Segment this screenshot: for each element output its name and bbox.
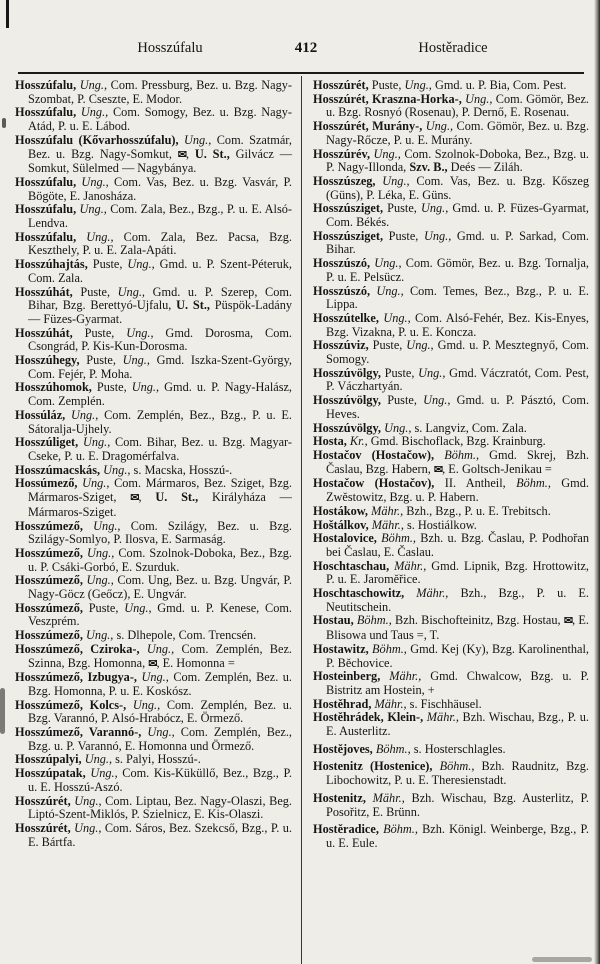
entry-country-abbrev: Mähr.,	[368, 503, 404, 518]
entry-country-abbrev: Böhm.,	[376, 531, 417, 546]
entry-text: s. Langviz, Com. Zala.	[411, 420, 527, 435]
gazetteer-entry	[15, 203, 292, 230]
entry-country-abbrev: Böhm.,	[505, 476, 551, 491]
entry-name: Hosszúsziget,	[313, 201, 384, 216]
entry-name: Hosszúhát,	[15, 284, 73, 299]
entry-text: s. Fischhäusel.	[406, 696, 482, 711]
entry-name: Hosszúpalyi,	[15, 752, 82, 767]
gazetteer-entry	[313, 614, 589, 642]
entry-country-abbrev: Ung.,	[82, 545, 115, 560]
gazetteer-entry	[15, 602, 292, 629]
gazetteer-entry	[313, 257, 589, 284]
entry-country-abbrev: Ung.,	[82, 573, 114, 588]
entry-country-abbrev: Böhm.,	[353, 613, 392, 628]
entry-text: Bzh., Bzg., P. u. E. Trebitsch.	[403, 503, 551, 518]
entry-country-abbrev: Ung.,	[375, 173, 410, 188]
entry-name: Hostačow (Hostačov),	[313, 476, 435, 491]
post-horn-icon: ✉	[177, 148, 186, 161]
gazetteer-entry	[313, 760, 589, 787]
gazetteer-entry	[15, 327, 292, 354]
entry-text: Gmd. u. P. Kenese, Com. Veszprém.	[28, 600, 293, 629]
entry-name: Hosszúmező, Cziroka-,	[15, 641, 140, 656]
entry-name: Hosszúmező,	[15, 545, 83, 560]
gazetteer-entry	[313, 422, 589, 436]
entry-name: U. St.,	[155, 490, 199, 505]
entry-text: Com. Vas, Bez. u. Bzg. Vasvár, P. Bögöte, E. Janosháza.	[28, 174, 292, 203]
entry-country-abbrev: Ung.,	[76, 105, 109, 120]
entry-text: Gmd. u. P. Nagy-Halász, Com. Zemplén.	[28, 380, 293, 409]
gazetteer-entry	[313, 532, 589, 559]
entry-text: s. Palyi, Hosszú-.	[112, 752, 201, 767]
entry-country-abbrev: Ung.,	[139, 641, 175, 656]
gazetteer-entry	[15, 726, 292, 753]
gazetteer-entry	[15, 767, 292, 794]
scan-artifact-topleft-bar	[6, 0, 9, 28]
entry-text: Com. Zala, Bez. Pacsa, Bzg. Keszthely, P. u. E. Zala-Apáti.	[28, 229, 292, 258]
entry-country-abbrev: Ung.,	[76, 78, 108, 92]
gazetteer-entry	[313, 339, 589, 366]
entry-name: Hostawitz,	[313, 641, 369, 656]
gazetteer-entry	[313, 367, 589, 394]
entry-text: Puste,	[383, 201, 417, 216]
entry-text: Puste,	[82, 600, 119, 615]
gazetteer-entry	[15, 629, 292, 643]
entry-name: Hosszúfalu,	[15, 174, 77, 189]
entry-text: Com. Kis-Küküllő, Bez., Bzg., P. u. E. Hosszú-Aszó.	[28, 766, 292, 794]
entry-name: Hosszúhegy,	[15, 353, 80, 368]
entry-country-abbrev: Mähr.,	[404, 586, 449, 601]
entry-text: , E. Goltsch-Jenikau =	[442, 461, 552, 476]
gazetteer-entry	[15, 547, 292, 574]
entry-country-abbrev: Mähr.,	[371, 696, 407, 711]
entry-name: Hosszúfalu,	[15, 78, 77, 92]
running-head-left-title: Hosszúfalu	[137, 40, 203, 56]
gazetteer-entry	[313, 670, 589, 697]
entry-text: Gmd. u. P. Bia, Com. Pest.	[431, 78, 567, 92]
entry-name: Hoštálkov,	[313, 517, 369, 532]
entry-text: Com. Szolnok-Doboka, Bez., Bzg. u. P. Csáki-Gorbó, E. Szurduk.	[28, 545, 292, 574]
entry-name: Hosszúsziget,	[313, 228, 384, 243]
entry-text: , E. Blisowa und Taus =, T.	[326, 613, 589, 643]
entry-text: Gmd. Skrej, Bzh. Časlau, Bzg. Habern,	[326, 447, 589, 476]
entry-text: Puste,	[79, 353, 116, 368]
gazetteer-entry	[15, 795, 292, 822]
entry-text: Com. Bihar, Bez. u. Bzg. Magyar-Cseke, P. u. E. Dragomérfalva.	[28, 435, 292, 463]
entry-name: Szv. B.,	[409, 160, 448, 175]
entry-text: Com. Sáros, Bez. Szekcső, Bzg., P. u. E. Bártfa.	[28, 820, 293, 849]
entry-text: II. Antheil,	[434, 476, 506, 491]
entry-text: Bzh. Wischau, Bzg. Austerlitz, P. Posořitz, E. Brünn.	[326, 790, 589, 819]
entry-country-abbrev: Böhm.,	[432, 759, 475, 774]
entry-text: Com. Alsó-Fehér, Bez. Kis-Enyes, Bzg. Vizakna, P. u. E. Koncza.	[326, 310, 589, 339]
running-head	[0, 40, 600, 62]
entry-name: Hosszúvölgy,	[313, 365, 381, 380]
entry-country-abbrev: Ung.,	[414, 365, 446, 380]
scan-artifact-bottom-smudge	[532, 957, 592, 962]
entry-name: Hosszúpatak,	[15, 766, 86, 781]
gazetteer-entry	[15, 699, 292, 726]
column-left	[15, 79, 302, 851]
entry-text: Com. Somogy, Bez. u. Bzg. Nagy-Atád, P. u. E. Lábod.	[28, 105, 292, 134]
gazetteer-entry	[15, 409, 292, 436]
entry-name: Hostěradice,	[313, 822, 379, 837]
gazetteer-entry	[313, 643, 589, 670]
entry-text: Com. Zala, Bez., Bzg., P. u. E. Alsó-Lendva.	[28, 202, 292, 231]
gazetteer-entry	[15, 643, 292, 671]
entry-text: Bzh. Bischofteinitz, Bzg. Hostau,	[391, 613, 564, 628]
entry-text: Deés — Ziláh.	[447, 160, 523, 175]
post-horn-icon: ✉	[148, 657, 157, 670]
entry-text: Bzh., Bzg., P. u. E. Neutitschein.	[326, 586, 589, 614]
entry-text: ,	[138, 490, 156, 505]
entry-text: Com. Temes, Bez., Bzg., P. u. E. Lippa.	[326, 283, 589, 312]
entry-country-abbrev: Ung.,	[378, 310, 411, 325]
entry-name: Hosszúfalu,	[15, 105, 77, 120]
running-head-right-title: Hostěradice	[418, 40, 488, 56]
entry-name: Hosszúliget,	[15, 435, 79, 450]
entry-text: Com. Liptau, Bez. Nagy-Olaszi, Beg. Liptó-Szent-Miklós, P. Szielnicz, E. Kis-Olaszi.	[28, 793, 292, 822]
entry-name: Hosszútelke,	[313, 310, 379, 325]
entry-country-abbrev: Ung.,	[137, 670, 169, 685]
entry-name: Hosteinberg,	[313, 669, 381, 684]
entry-country-abbrev: Mähr.,	[365, 790, 405, 805]
entry-text: s. Hostiálkow.	[403, 517, 477, 532]
entry-country-abbrev: Ung.,	[126, 380, 160, 395]
entry-country-abbrev: Böhm.,	[372, 741, 411, 756]
entry-country-abbrev: Ung.,	[110, 284, 146, 299]
entry-text: Com. Zemplén, Bez. u. Bzg. Varannó, P. Alsó-Hrabócz, E. Örmező.	[28, 697, 292, 726]
entry-name: Hosszúrét, Murány-,	[313, 119, 423, 134]
entry-text: Com. Szilágy, Bez. u. Bzg. Szilágy-Somlyo, P. Ilosva, E. Sarmaság.	[28, 518, 292, 547]
gazetteer-entry	[313, 519, 589, 533]
entry-name: Hoschtaschowitz,	[313, 586, 405, 601]
entry-text: Gmd. u. P. Füzes-Gyarmat, Com. Békés.	[326, 201, 590, 230]
gazetteer-entry	[313, 79, 589, 93]
entry-text: Com. Gömör, Bez. u. Bzg. Rosnyó (Rosenau), P. Dernő, E. Rosenau.	[326, 91, 589, 120]
entry-name: Hoschtaschau,	[313, 558, 390, 573]
gazetteer-entry	[15, 477, 292, 519]
gazetteer-entry	[15, 381, 292, 408]
entry-text: Puste,	[72, 325, 115, 340]
entry-country-abbrev: Ung.,	[422, 119, 454, 134]
entry-name: Hostau,	[313, 613, 354, 628]
column-right	[302, 79, 589, 851]
gazetteer-entry	[313, 698, 589, 712]
entry-name: Hossúmező,	[15, 476, 78, 491]
entry-name: Hosszúmező, Kolcs-,	[15, 697, 127, 712]
entry-name: Hosszúhomok,	[15, 380, 92, 395]
entry-text: Gmd. Váczratót, Com. Pest, P. Váczhartyán.	[326, 365, 590, 394]
entry-text: Gmd. u. P. Mesztegnyő, Com. Somogy.	[326, 338, 589, 367]
gazetteer-entry	[313, 449, 589, 477]
entry-country-abbrev: Ung.,	[70, 793, 102, 808]
entry-country-abbrev: Ung.,	[401, 78, 432, 92]
entry-text: Gmd. u. P. Szerep, Com. Bihar, Bzg. Berettyó-Ujfalu,	[28, 284, 292, 313]
entry-text: Puste,	[381, 393, 417, 408]
gazetteer-entry	[313, 505, 589, 519]
gazetteer-entry	[15, 822, 292, 849]
entry-text: Com. Gömör, Bez. u. Bzg. Tornalja, P. u. E. Pelsücz.	[326, 256, 590, 284]
entry-name: Hossúláz,	[15, 407, 66, 422]
entry-text: Gmd. u. P. Sarkad, Com. Bihar.	[326, 228, 590, 257]
entry-country-abbrev: Böhm.,	[434, 447, 480, 462]
entry-country-abbrev: Böhm.,	[378, 822, 418, 837]
entry-country-abbrev: Ung.,	[381, 420, 412, 435]
entry-text: Gmd. Dorosma, Com. Csongrád, P. Kis-Kun-Dorosma.	[28, 325, 292, 354]
gazetteer-entry	[15, 671, 292, 698]
gazetteer-entry	[15, 520, 292, 547]
entry-country-abbrev: Ung.,	[76, 229, 114, 244]
entry-text: Com. Zemplén, Bez., Bzg., P. u. E. Sátoralja-Ujhely.	[28, 407, 292, 436]
entry-name: Hostalovice,	[313, 531, 377, 546]
entry-text: Bzh. Wischau, Bzg., P. u. E. Austerlitz.	[326, 710, 589, 739]
entry-text: Gilvácz — Somkut, Sülelmed — Nagybánya.	[28, 146, 292, 176]
entry-name: U. St.,	[194, 146, 230, 161]
scan-artifact-left-smudge	[0, 688, 5, 734]
gazetteer-entry	[313, 394, 589, 421]
entry-name: Hosszúszó,	[313, 283, 371, 298]
gazetteer-entry	[15, 134, 292, 176]
entry-text: Com. Zemplén, Bez. u. Bzg. Homonna, P. u. E. Koskósz.	[28, 670, 292, 698]
gazetteer-entry	[313, 792, 589, 819]
gazetteer-entry	[15, 258, 292, 285]
gazetteer-entry	[15, 231, 292, 258]
gazetteer-entry	[313, 120, 589, 147]
entry-name: Hosszúrét,	[313, 78, 369, 92]
gazetteer-entry	[15, 753, 292, 767]
post-horn-icon: ✉	[563, 615, 573, 628]
entry-text: Com. Ung, Bez. u. Bzg. Ungvár, P. Nagy-Göcz (Geőcz), E. Ungvár.	[28, 573, 292, 602]
entry-country-abbrev: Ung.,	[370, 283, 404, 298]
entry-country-abbrev: Ung.,	[370, 146, 401, 161]
entry-text: Puste,	[87, 257, 123, 272]
entry-country-abbrev: Ung.,	[114, 325, 154, 340]
entry-country-abbrev: Ung.,	[77, 476, 110, 491]
entry-text: , E. Homonna =	[156, 655, 235, 670]
entry-country-abbrev: Ung.,	[65, 407, 99, 422]
entry-text: Gmd. u. P. Pásztó, Com. Heves.	[326, 393, 590, 421]
entry-name: Hostačov (Hostačow),	[313, 447, 435, 462]
entry-country-abbrev: Böhm.,	[368, 641, 407, 656]
gazetteer-entry	[313, 93, 589, 120]
entry-text: Com. Szatmár, Bez. u. Bzg. Nagy-Somkut,	[28, 132, 292, 161]
entry-name: U. St.,	[176, 298, 210, 313]
entry-name: Hosszúmacskás,	[15, 462, 101, 477]
entry-text: s. Macska, Hosszú-.	[130, 462, 233, 477]
gazetteer-entry	[313, 560, 589, 587]
entry-text: Com. Zemplén, Bez. Szinna, Bzg. Homonna,	[28, 641, 292, 670]
entry-text: Com. Gömör, Bez. u. Bzg. Nagy-Rőcze, P. u. E. Murány.	[326, 119, 590, 147]
gazetteer-entry	[15, 79, 292, 106]
entry-text: Com. Mármaros, Bez. Sziget, Bzg. Mármaros-Sziget,	[28, 476, 292, 505]
entry-name: Hostenitz (Hostenice),	[313, 759, 433, 774]
entry-text: Com. Pressburg, Bez. u. Bzg. Nagy-Szombat, P. Cseszte, E. Modor.	[28, 78, 292, 106]
gazetteer-entry	[313, 587, 589, 614]
entry-name: Hosszúmező,	[15, 573, 83, 588]
entry-text: Gmd. Bischoflack, Bzg. Krainburg.	[367, 434, 546, 449]
entry-country-abbrev: Ung.,	[141, 725, 175, 740]
entry-name: Hosszúhajtás,	[15, 257, 88, 272]
gazetteer-entry	[15, 354, 292, 381]
entry-text: ,	[185, 146, 195, 161]
entry-country-abbrev: Ung.,	[100, 462, 131, 477]
entry-country-abbrev: Ung.,	[78, 435, 111, 450]
gazetteer-entry	[313, 435, 589, 449]
entry-name: Hosta,	[313, 434, 347, 449]
entry-country-abbrev: Ung.,	[178, 132, 212, 147]
entry-name: Hosszúvölgy,	[313, 420, 381, 435]
entry-text: Bzh. u. Bzg. Časlau, P. Podhořan bei Časlau, E. Časlau.	[326, 531, 589, 559]
entry-text: Gmd. u. P. Szent-Péteruk, Com. Zala.	[28, 257, 293, 285]
entry-text: Gmd. Iszka-Szent-György, Com. Fejér, P. Moha.	[28, 353, 292, 381]
entry-country-abbrev: Ung.,	[82, 518, 121, 533]
entry-text: Gmd. Chwalcow, Bzg. u. P. Bistritz am Hostein, +	[326, 669, 590, 697]
entry-text: Gmd. Zwěstowitz, Bzg. u. P. Habern.	[326, 476, 589, 505]
entry-text: Gmd. Lipnik, Bzg. Hrottowitz, P. u. E. Jaroměřice.	[326, 558, 590, 587]
entry-country-abbrev: Ung.,	[70, 820, 102, 835]
entry-country-abbrev: Ung.,	[416, 201, 449, 216]
post-horn-icon: ✉	[130, 492, 139, 505]
entry-name: Hostenitz,	[313, 790, 366, 805]
gazetteer-entry	[313, 743, 589, 757]
entry-country-abbrev: Ung.,	[82, 628, 114, 643]
entry-text: Gmd. Kej (Ky), Bzg. Karolinenthal, P. Běchovice.	[326, 641, 589, 670]
entry-name: Hostěhrádek, Klein-,	[313, 710, 424, 725]
gazetteer-entry	[313, 823, 589, 850]
gazetteer-entry	[313, 477, 589, 504]
entry-country-abbrev: Ung.,	[85, 766, 118, 781]
entry-country-abbrev: Ung.,	[115, 353, 150, 368]
entry-name: Hosszúfalu (Kővarhosszúfalu),	[15, 132, 179, 147]
entry-text: s. Hosterschlagles.	[410, 741, 506, 756]
entry-country-abbrev: Mähr.,	[380, 669, 422, 684]
gazetteer-entry	[313, 202, 589, 229]
entry-country-abbrev: Mähr.,	[423, 710, 459, 725]
gazetteer-entry	[313, 230, 589, 257]
entry-text: Bzh. Raudnitz, Bzg. Libochowitz, P. u. E. Theresienstadt.	[326, 759, 589, 788]
gazetteer-entry	[313, 711, 589, 738]
entry-name: Hostějoves,	[313, 741, 373, 756]
entry-text: s. Dlhepole, Com. Trencsén.	[113, 628, 257, 643]
entry-name: Hosszúmező,	[15, 628, 83, 643]
entry-text: Puste,	[381, 365, 415, 380]
entry-country-abbrev: Ung.,	[418, 228, 452, 243]
gazetteer-entry	[15, 106, 292, 133]
entry-text: Com. Vas, Bez. u. Bzg. Kőszeg (Güns), P. Léka, E. Güns.	[326, 173, 589, 202]
entry-text: Puste,	[368, 338, 403, 353]
entry-name: Hosszúfalu,	[15, 202, 77, 217]
entry-name: Hosszúmező,	[15, 600, 83, 615]
entry-country-abbrev: Ung.,	[76, 174, 109, 189]
entry-text: Bzh. Königl. Weinberge, Bzg., P. u. E. Eule.	[326, 822, 589, 850]
entry-text: Királyháza — Mármaros-Sziget.	[28, 490, 292, 519]
header-rule	[18, 72, 584, 74]
entry-country-abbrev: Mähr.,	[368, 517, 404, 532]
gazetteer-entry	[313, 285, 589, 312]
gazetteer-entry	[15, 464, 292, 478]
entry-name: Hosszúvölgy,	[313, 393, 381, 408]
entry-name: Hosszúszeg,	[313, 173, 376, 188]
entry-country-abbrev: Ung.,	[370, 256, 402, 271]
entry-text: Puste,	[383, 228, 419, 243]
entry-country-abbrev: Ung.,	[461, 91, 493, 106]
entry-text: Puste,	[91, 380, 127, 395]
entry-name: Hostěhrad,	[313, 696, 372, 711]
entry-text: Puste,	[72, 284, 111, 299]
gazetteer-entry	[15, 436, 292, 463]
entry-country-abbrev: Ung.,	[402, 338, 434, 353]
entry-text: Com. Szolnok-Doboka, Bez., Bzg. u. P. Nagy-Illonda,	[326, 146, 590, 175]
scan-artifact-left-dot	[2, 118, 6, 128]
entry-country-abbrev: Mähr.,	[389, 558, 427, 573]
entry-name: Hosszúmező,	[15, 518, 83, 533]
gazetteer-entry	[313, 175, 589, 202]
post-horn-icon: ✉	[433, 463, 443, 476]
entry-name: Hosszúhát,	[15, 325, 73, 340]
entry-country-abbrev: Ung.,	[81, 752, 113, 767]
gazetteer-entry	[15, 286, 292, 327]
gazetteer-entry	[15, 574, 292, 601]
text-columns	[15, 79, 589, 851]
entry-country-abbrev: Ung.,	[122, 257, 155, 272]
entry-name: Hosszúfalu,	[15, 229, 77, 244]
scan-artifact-right-edge	[594, 0, 600, 964]
entry-text: Püspök-Ladány — Füzes-Gyarmat.	[28, 298, 292, 326]
entry-name: Hosszúmező, Varannó-,	[15, 725, 142, 740]
entry-country-abbrev: Ung.,	[76, 202, 107, 217]
gazetteer-entry	[313, 148, 589, 175]
entry-country-abbrev: Ung.,	[118, 600, 152, 615]
entry-text: Com. Zemplén, Bez., Bzg. u. P. Varannó, E. Homonna und Örmező.	[28, 725, 292, 753]
entry-name: Hosszúmező, Izbugya-,	[15, 670, 137, 685]
entry-text: Puste,	[368, 78, 402, 92]
entry-country-abbrev: Ung.,	[416, 393, 451, 408]
entry-name: Hosszúviz,	[313, 338, 369, 353]
entry-country-abbrev: Ung.,	[126, 697, 161, 712]
gazetteer-entry	[15, 176, 292, 203]
entry-name: Hosszúszó,	[313, 256, 371, 271]
entry-name: Hosszúrét,	[15, 793, 71, 808]
entry-country-abbrev: Kr.,	[346, 434, 368, 449]
entry-name: Hosszúrét,	[15, 820, 71, 835]
entry-name: Hosszúrév,	[313, 146, 371, 161]
page-number: 412	[294, 40, 318, 56]
gazetteer-entry	[313, 312, 589, 339]
entry-name: Hosszúrét, Kraszna-Horka-,	[313, 91, 462, 106]
entry-name: Hostákow,	[313, 503, 369, 518]
